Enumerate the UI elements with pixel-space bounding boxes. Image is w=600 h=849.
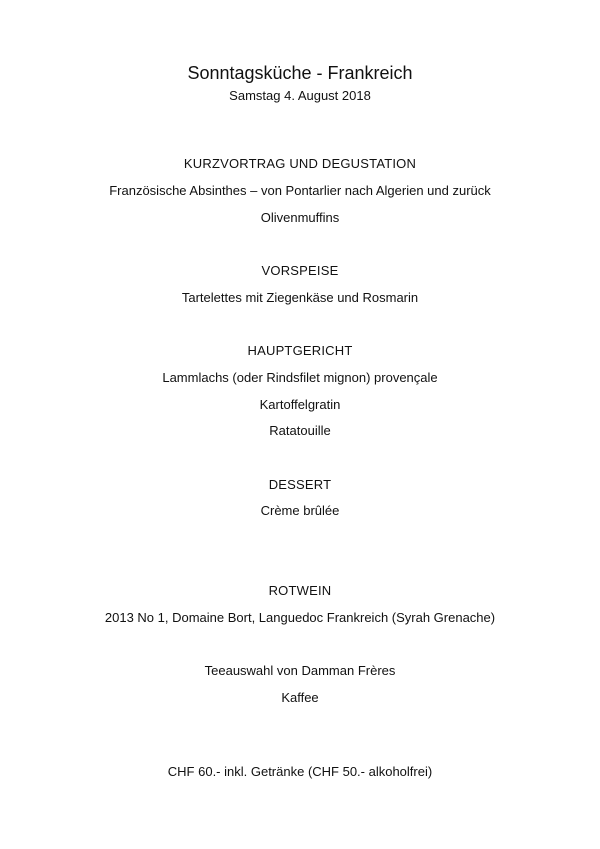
section-heading-dessert: DESSERT	[268, 477, 332, 492]
event-date: Samstag 4. August 2018	[229, 88, 371, 103]
price-line: CHF 60.- inkl. Getränke (CHF 50.- alkoholfrei)	[167, 764, 433, 779]
extra-item-coffee: Kaffee	[281, 690, 319, 705]
page-title: Sonntagsküche - Frankreich	[187, 63, 413, 83]
menu-item: Crème brûlée	[260, 503, 340, 518]
extra-item-tea: Teeauswahl von Damman Frères	[204, 663, 396, 678]
menu-item: Kartoffelgratin	[259, 397, 341, 412]
section-heading-kurzvortrag: KURZVORTRAG UND DEGUSTATION	[183, 156, 417, 171]
menu-item: 2013 No 1, Domaine Bort, Languedoc Frankreich (Syrah Grenache)	[104, 610, 496, 625]
menu-item: Tartelettes mit Ziegenkäse und Rosmarin	[181, 290, 419, 305]
section-heading-hauptgericht: HAUPTGERICHT	[247, 343, 353, 358]
section-heading-rotwein: ROTWEIN	[268, 583, 332, 598]
menu-item: Französische Absinthes – von Pontarlier nach Algerien und zurück	[109, 183, 491, 198]
menu-item: Lammlachs (oder Rindsfilet mignon) provençale	[162, 370, 438, 385]
menu-item: Ratatouille	[269, 423, 331, 438]
section-heading-vorspeise: VORSPEISE	[261, 263, 339, 278]
menu-item: Olivenmuffins	[260, 210, 340, 225]
